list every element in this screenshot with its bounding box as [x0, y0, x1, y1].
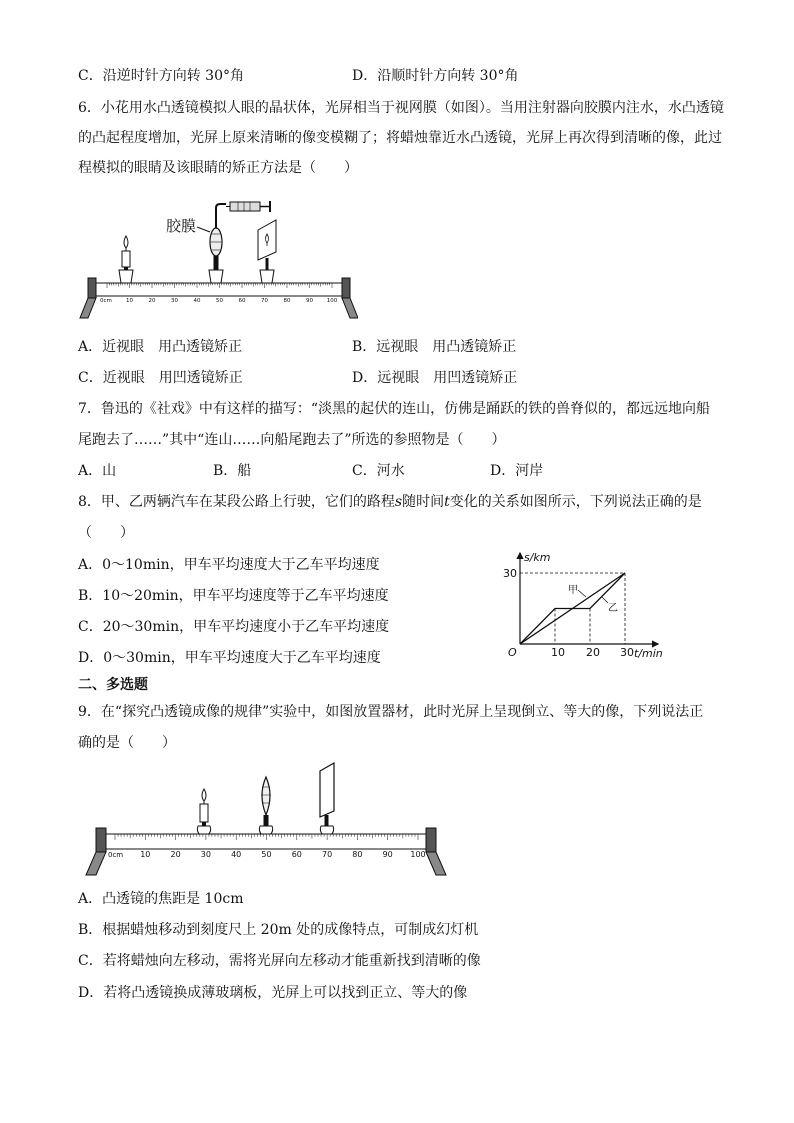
series-label-jia: 甲	[568, 585, 578, 596]
ruler-tick-label: 80	[283, 298, 291, 304]
x-tick-20: 20	[586, 646, 600, 659]
q7-option-b[interactable]: B．船	[213, 463, 252, 479]
q6-option-d[interactable]: D．远视眼 用凹透镜矫正	[352, 370, 518, 386]
origin-label: O	[508, 646, 517, 659]
ruler-tick-label: 30	[200, 850, 211, 859]
ruler-tick-label: 100	[410, 850, 426, 859]
syringe-icon	[216, 201, 270, 222]
ruler-tick-label: 50	[261, 850, 272, 859]
x-tick-10: 10	[551, 646, 565, 659]
q7-option-d[interactable]: D．河岸	[490, 463, 544, 479]
q6-option-b[interactable]: B．远视眼 用凸透镜矫正	[352, 339, 517, 355]
ruler-tick-label: 20	[170, 850, 181, 859]
series-label-yi: 乙	[608, 603, 618, 614]
q6-ruler-unit: 0cm	[100, 298, 112, 304]
ruler-tick-label: 90	[382, 850, 393, 859]
q5-option-d[interactable]: D．沿顺时针方向转 30°角	[352, 68, 519, 84]
q7-option-c[interactable]: C．河水	[352, 463, 405, 479]
convex-lens-icon	[259, 777, 272, 835]
light-screen-icon	[320, 763, 334, 835]
q9-text-line1: 9．在“探究凸透镜成像的规律”实验中，如图放置器材，此时光屏上呈现倒立、等大的像，下列说法正	[78, 704, 704, 720]
q8-option-c[interactable]: C．20～30min，甲车平均速度小于乙车平均速度	[78, 619, 390, 635]
q6-text-line1: 6．小花用水凸透镜模拟人眼的晶状体，光屏相当于视网膜（如图）。当用注射器向胶膜内注水，水凸透镜	[78, 100, 724, 116]
y-tick-30: 30	[503, 567, 517, 580]
ruler-tick-label: 70	[322, 850, 333, 859]
ruler-tick-label: 20	[148, 298, 156, 304]
ruler-tick-label: 60	[291, 850, 302, 859]
q7-option-a[interactable]: A．山	[78, 463, 117, 479]
q8-option-d[interactable]: D．0～30min，甲车平均速度大于乙车平均速度	[78, 650, 381, 666]
q6-optical-bench-figure	[78, 190, 358, 325]
ruler-tick-label: 50	[216, 298, 223, 304]
q9-ruler-unit: 0cm	[108, 851, 124, 859]
ruler-tick-label: 40	[193, 298, 201, 304]
ruler-tick-label: 30	[171, 298, 178, 304]
ruler-tick-label: 10	[140, 850, 151, 859]
q6-text-line3: 程模拟的眼睛及该眼睛的矫正方法是（ ）	[78, 160, 358, 176]
x-axis-label: t/min	[634, 647, 663, 660]
q8-distance-time-graph	[498, 545, 678, 665]
ruler-tick-label: 70	[261, 298, 268, 304]
ruler-tick-label: 40	[231, 850, 242, 859]
q8-option-b[interactable]: B．10～20min，甲车平均速度等于乙车平均速度	[78, 588, 389, 604]
section-title-multiple-choice: 二、多选题	[78, 677, 148, 693]
q9-option-b[interactable]: B．根据蜡烛移动到刻度尺上 20m 处的成像特点，可制成幻灯机	[78, 922, 479, 938]
q9-optical-bench-figure	[78, 755, 448, 880]
q7-text-line1: 7．鲁迅的《社戏》中有这样的描写：“淡黑的起伏的连山，仿佛是踊跃的铁的兽脊似的，都远远地向船	[78, 401, 711, 417]
ruler-tick-label: 90	[306, 298, 313, 304]
q6-option-a[interactable]: A．近视眼 用凸透镜矫正	[78, 339, 243, 355]
q8-option-a[interactable]: A．0～10min，甲车平均速度大于乙车平均速度	[78, 557, 380, 573]
light-screen-icon	[258, 220, 276, 283]
q5-option-c[interactable]: C．沿逆时针方向转 30°角	[78, 68, 244, 84]
q6-text-line2: 的凸起程度增加，光屏上原来清晰的像变模糊了；将蜡烛靠近水凸透镜，光屏上再次得到清晰的像，此过	[78, 130, 722, 146]
q8-text-line2: （ ）	[78, 525, 134, 541]
q9-option-d[interactable]: D．若将凸透镜换成薄玻璃板，光屏上可以找到正立、等大的像	[78, 985, 468, 1001]
q9-text-line2: 确的是（ ）	[78, 735, 176, 751]
ruler-tick-label: 100	[326, 298, 338, 304]
q9-ruler	[104, 834, 428, 849]
q9-option-a[interactable]: A．凸透镜的焦距是 10cm	[78, 891, 244, 907]
q7-text-line2: 尾跑去了……”其中“连山……向船尾跑去了”所选的参照物是（ ）	[78, 432, 506, 448]
y-axis-label: s/km	[524, 551, 551, 564]
ruler-tick-label: 60	[238, 298, 246, 304]
candle-icon	[197, 789, 210, 835]
q8-text-line1: 8．甲、乙两辆汽车在某段公路上行驶，它们的路程s随时间t变化的关系如图所示，下列说法正确的是	[78, 494, 702, 510]
q6-option-c[interactable]: C．近视眼 用凹透镜矫正	[78, 370, 243, 386]
candle-icon	[119, 236, 133, 283]
ruler-tick-label: 10	[126, 298, 133, 304]
q9-option-c[interactable]: C．若将蜡烛向左移动，需将光屏向左移动才能重新找到清晰的像	[78, 953, 481, 969]
x-tick-30: 30	[620, 646, 634, 659]
ruler-tick-label: 80	[352, 850, 363, 859]
q6-membrane-label: 胶膜	[166, 217, 197, 235]
